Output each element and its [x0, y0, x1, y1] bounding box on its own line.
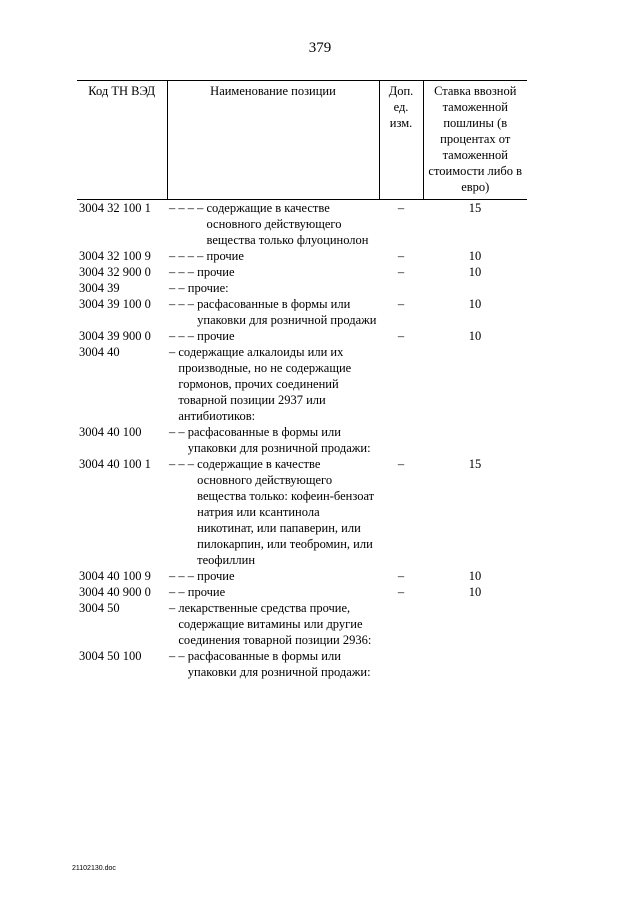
table-row: [77, 328, 527, 344]
row-description: [167, 600, 379, 648]
table-row: [77, 264, 527, 280]
header-code: Код ТН ВЭД: [77, 81, 167, 200]
row-unit: [379, 280, 423, 296]
row-name: расфасованные в формы или упаковки для розничной продажи: [197, 297, 377, 327]
row-dash: – – –: [169, 297, 194, 311]
tariff-table-container: [77, 80, 527, 680]
row-dash: – – –: [169, 569, 194, 583]
row-description: [167, 344, 379, 424]
row-dash: –: [169, 345, 176, 359]
row-name: содержащие в качестве основного действующего вещества только флуоцинолон: [206, 201, 369, 247]
row-description: [167, 248, 379, 264]
row-rate: [423, 280, 527, 296]
row-rate: 10: [468, 265, 482, 279]
table-row: [77, 584, 527, 600]
row-description: [167, 296, 379, 328]
table-row: [77, 200, 527, 249]
row-name: прочие: [206, 249, 244, 263]
header-unit: Доп. ед. изм.: [379, 81, 423, 200]
row-dash: – – –: [169, 457, 194, 471]
row-rate: 10: [468, 297, 482, 311]
row-rate: [423, 648, 527, 680]
row-description: [167, 280, 379, 296]
row-name: содержащие в качестве основного действующего вещества только: кофеин-бензоат натрия или ксантинола никотинат, или папаверин, или пилокарпин, или теобромин, или теофиллин: [197, 457, 375, 567]
row-rate: [423, 424, 527, 456]
row-name: расфасованные в формы или упаковки для розничной продажи:: [187, 649, 371, 679]
table-body: [77, 200, 527, 681]
row-rate: 10: [468, 569, 482, 583]
row-name: прочие: [197, 569, 235, 583]
footer-doc-name: 21102130.doc: [72, 865, 116, 872]
table-row: [77, 344, 527, 424]
row-description: [167, 456, 379, 568]
row-rate: 10: [468, 585, 482, 599]
row-code: 3004 40: [79, 345, 120, 359]
table-row: [77, 648, 527, 680]
row-description: [167, 568, 379, 584]
row-dash: – – – –: [169, 249, 204, 263]
row-unit: [379, 600, 423, 648]
row-description: [167, 328, 379, 344]
row-description: [167, 200, 379, 249]
header-rate: Ставка ввозной таможенной пошлины (в процентах от таможенной стоимости либо в евро): [423, 81, 527, 200]
table-row: [77, 296, 527, 328]
row-name: лекарственные средства прочие, содержащие витамины или другие соединения товарной позиции 2936:: [178, 601, 372, 647]
row-code: 3004 39 900 0: [79, 329, 151, 343]
row-name: прочие:: [187, 281, 229, 295]
row-name: прочие: [197, 329, 235, 343]
row-unit: –: [397, 265, 405, 279]
header-name: Наименование позиции: [167, 81, 379, 200]
row-code: 3004 50 100: [79, 649, 142, 663]
row-code: 3004 32 100 1: [79, 201, 151, 215]
row-rate: [423, 344, 527, 424]
row-description: [167, 584, 379, 600]
row-code: 3004 39 100 0: [79, 297, 151, 311]
row-name: содержащие алкалоиды или их производные, но не содержащие гормонов, прочих соединений товарной позиции 2937 или антибиотиков:: [178, 345, 352, 423]
row-unit: –: [397, 457, 405, 471]
row-unit: –: [397, 249, 405, 263]
row-name: расфасованные в формы или упаковки для розничной продажи:: [187, 425, 371, 455]
row-unit: –: [397, 569, 405, 583]
table-row: [77, 248, 527, 264]
row-description: [167, 424, 379, 456]
row-dash: –: [169, 601, 176, 615]
row-dash: – – – –: [169, 201, 204, 215]
table-header-row: [77, 81, 527, 200]
row-code: 3004 40 100: [79, 425, 142, 439]
row-unit: –: [397, 585, 405, 599]
row-dash: – –: [169, 425, 185, 439]
row-dash: – – –: [169, 265, 194, 279]
row-description: [167, 648, 379, 680]
tariff-table: [77, 80, 527, 680]
row-dash: – – –: [169, 329, 194, 343]
row-unit: –: [397, 297, 405, 311]
table-row: [77, 600, 527, 648]
row-name: прочие: [187, 585, 226, 599]
row-rate: 15: [468, 201, 482, 215]
row-code: 3004 40 100 9: [79, 569, 151, 583]
row-code: 3004 40 900 0: [79, 585, 151, 599]
row-name: прочие: [197, 265, 235, 279]
table-row: [77, 456, 527, 568]
row-rate: 10: [468, 329, 482, 343]
row-unit: –: [397, 201, 405, 215]
table-row: [77, 280, 527, 296]
row-rate: 10: [468, 249, 482, 263]
row-rate: 15: [468, 457, 482, 471]
row-code: 3004 39: [79, 281, 120, 295]
row-unit: [379, 344, 423, 424]
row-rate: [423, 600, 527, 648]
table-row: [77, 424, 527, 456]
page-number: 379: [308, 40, 332, 56]
row-code: 3004 50: [79, 601, 120, 615]
table-row: [77, 568, 527, 584]
row-code: 3004 40 100 1: [79, 457, 151, 471]
row-unit: –: [397, 329, 405, 343]
row-unit: [379, 424, 423, 456]
row-dash: – –: [169, 649, 185, 663]
row-description: [167, 264, 379, 280]
row-code: 3004 32 900 0: [79, 265, 151, 279]
row-dash: – –: [169, 585, 185, 599]
row-dash: – –: [169, 281, 185, 295]
row-code: 3004 32 100 9: [79, 249, 151, 263]
row-unit: [379, 648, 423, 680]
